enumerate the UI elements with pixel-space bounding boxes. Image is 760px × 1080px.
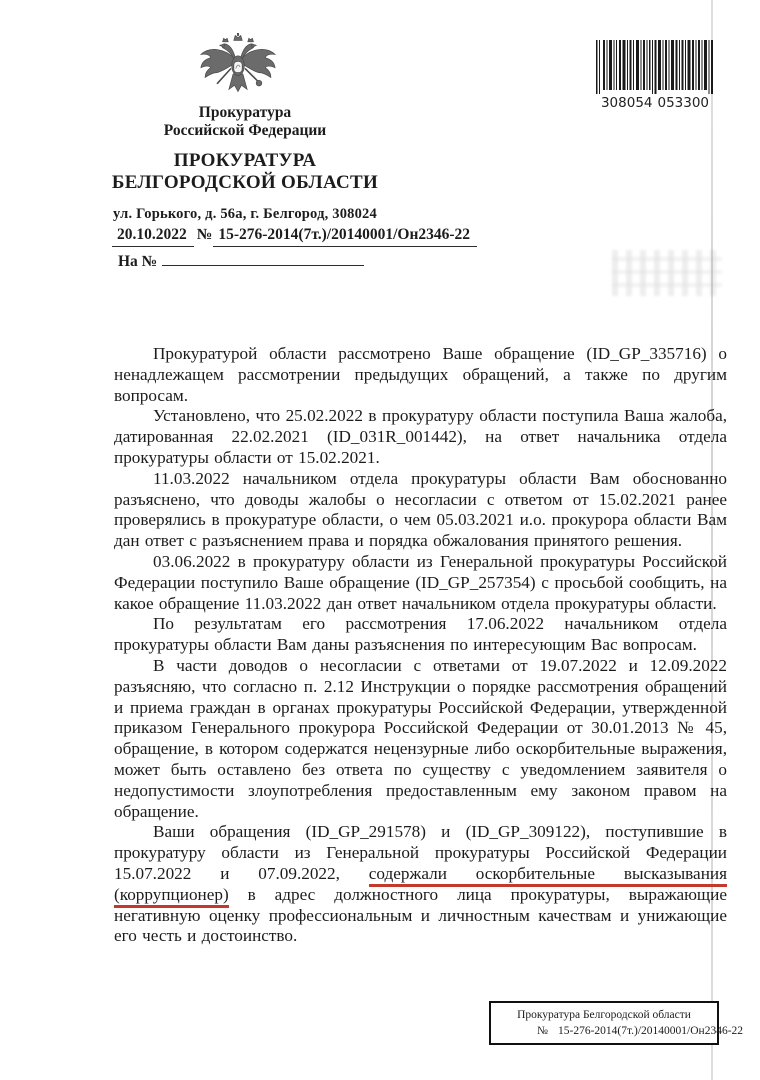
barcode	[596, 40, 718, 111]
org-name-line1: ПРОКУРАТУРА	[173, 149, 317, 171]
underlined-phrase: (коррупционер)	[114, 885, 229, 908]
stamp-number-line	[491, 1024, 744, 1039]
body-paragraph	[114, 406, 727, 468]
body-paragraph	[114, 614, 727, 656]
reply-to-line	[118, 252, 364, 271]
body-paragraph	[114, 552, 727, 614]
body-paragraph	[114, 656, 727, 822]
text-segment: Установлено, что 25.02.2022 в прокуратуру области поступила Ваша жалоба, датированная 22.02.2021 (ID_031R_001442), на ответ начальника отдела прокуратуры области от 15.02.2021.	[114, 406, 727, 467]
body-paragraph	[114, 344, 727, 406]
parent-org-name	[95, 104, 395, 141]
parent-org-line2: Российской Федерации	[163, 122, 327, 140]
body-paragraph	[114, 469, 727, 552]
body-text	[114, 344, 727, 947]
parent-org-line1: Прокуратура	[198, 104, 292, 121]
reply-to-blank-line	[162, 252, 364, 266]
reference-line	[112, 226, 477, 247]
text-segment: Прокуратурой области рассмотрено Ваше обращение (ID_GP_335716) о ненадлежащем рассмотрении предыдущих обращений, а также по другим вопросам.	[114, 344, 727, 405]
org-name-line2: БЕЛГОРОДСКОЙ ОБЛАСТИ	[111, 171, 379, 193]
org-address: ул. Горького, д. 56а, г. Белгород, 308024	[113, 206, 377, 223]
ink-bleed-smudge	[612, 250, 722, 296]
outgoing-number: 15-276-2014(7т.)/20140001/Он2346-22	[213, 226, 477, 247]
stamp-number: 15-276-2014(7т.)/20140001/Он2346-22	[557, 1024, 744, 1037]
reply-to-label: На №	[118, 253, 158, 270]
body-paragraph	[114, 822, 727, 947]
text-segment: 03.06.2022 в прокуратуру области из Генеральной прокуратуры Российской Федерации поступило Ваше обращение (ID_GP_257354) с просьбой сообщить, на какое обращение 11.03.2022 дан ответ начальником отдела прокуратуры области.	[114, 551, 727, 613]
text-segment: 11.03.2022 начальником отдела прокуратуры области Вам обоснованно разъяснено, что доводы жалобы о несогласии с ответом от 15.02.2021 ранее проверялись в прокуратуре области, о чем 05.03.2021 и.о. прокурора области Вам дан ответ с разъяснением права и порядка обжалования принятого решения.	[114, 468, 727, 551]
barcode-digits	[596, 95, 714, 111]
barcode-digits-left: 308054	[600, 95, 653, 111]
text-segment: По результатам его рассмотрения 17.06.2022 начальником отдела прокуратуры области Вам даны разъяснения по интересующим Вас вопросам.	[114, 614, 727, 655]
number-sign: №	[196, 226, 213, 243]
text-segment: в адрес должностного лица прокуратуры, выражающие негативную оценку профессиональным и личностным качествам и унижающие его честь и достоинство.	[114, 884, 727, 946]
text-segment: В части доводов о несогласии с ответами от 19.07.2022 и 12.09.2022 разъясняю, что согласно п. 2.12 Инструкции о порядке рассмотрения обращений и приема граждан в органах прокуратуры Российской Федерации, утвержденной приказом Генерального прокурора Российской Федерации от 30.01.2013 № 45, обращение, в котором содержатся нецензурные либо оскорбительные выражения, может быть оставлено без ответа по существу с уведомлением заявителя о недопустимости злоупотребления предоставленным ему законом правом на обращение.	[114, 655, 727, 821]
stamp-org-name: Прокуратура Белгородской области	[517, 1009, 691, 1021]
stamp-number-sign: №	[537, 1024, 548, 1037]
org-name	[95, 150, 395, 195]
barcode-bars	[596, 40, 714, 94]
letter-date: 20.10.2022	[112, 226, 194, 247]
text-segment: Ваши обращения (ID_GP_291578) и (ID_GP_309122), поступившие в прокуратуру области из Генеральной прокуратуры Российской Федерации 15.07.2022 и 07.09.2022,	[114, 822, 727, 883]
underlined-phrase: содержали оскорбительные высказывания	[369, 864, 727, 887]
coat-of-arms-icon	[196, 30, 280, 104]
registration-stamp	[489, 1001, 744, 1045]
letterhead	[95, 104, 395, 223]
barcode-digits-right: 053300	[657, 95, 710, 111]
